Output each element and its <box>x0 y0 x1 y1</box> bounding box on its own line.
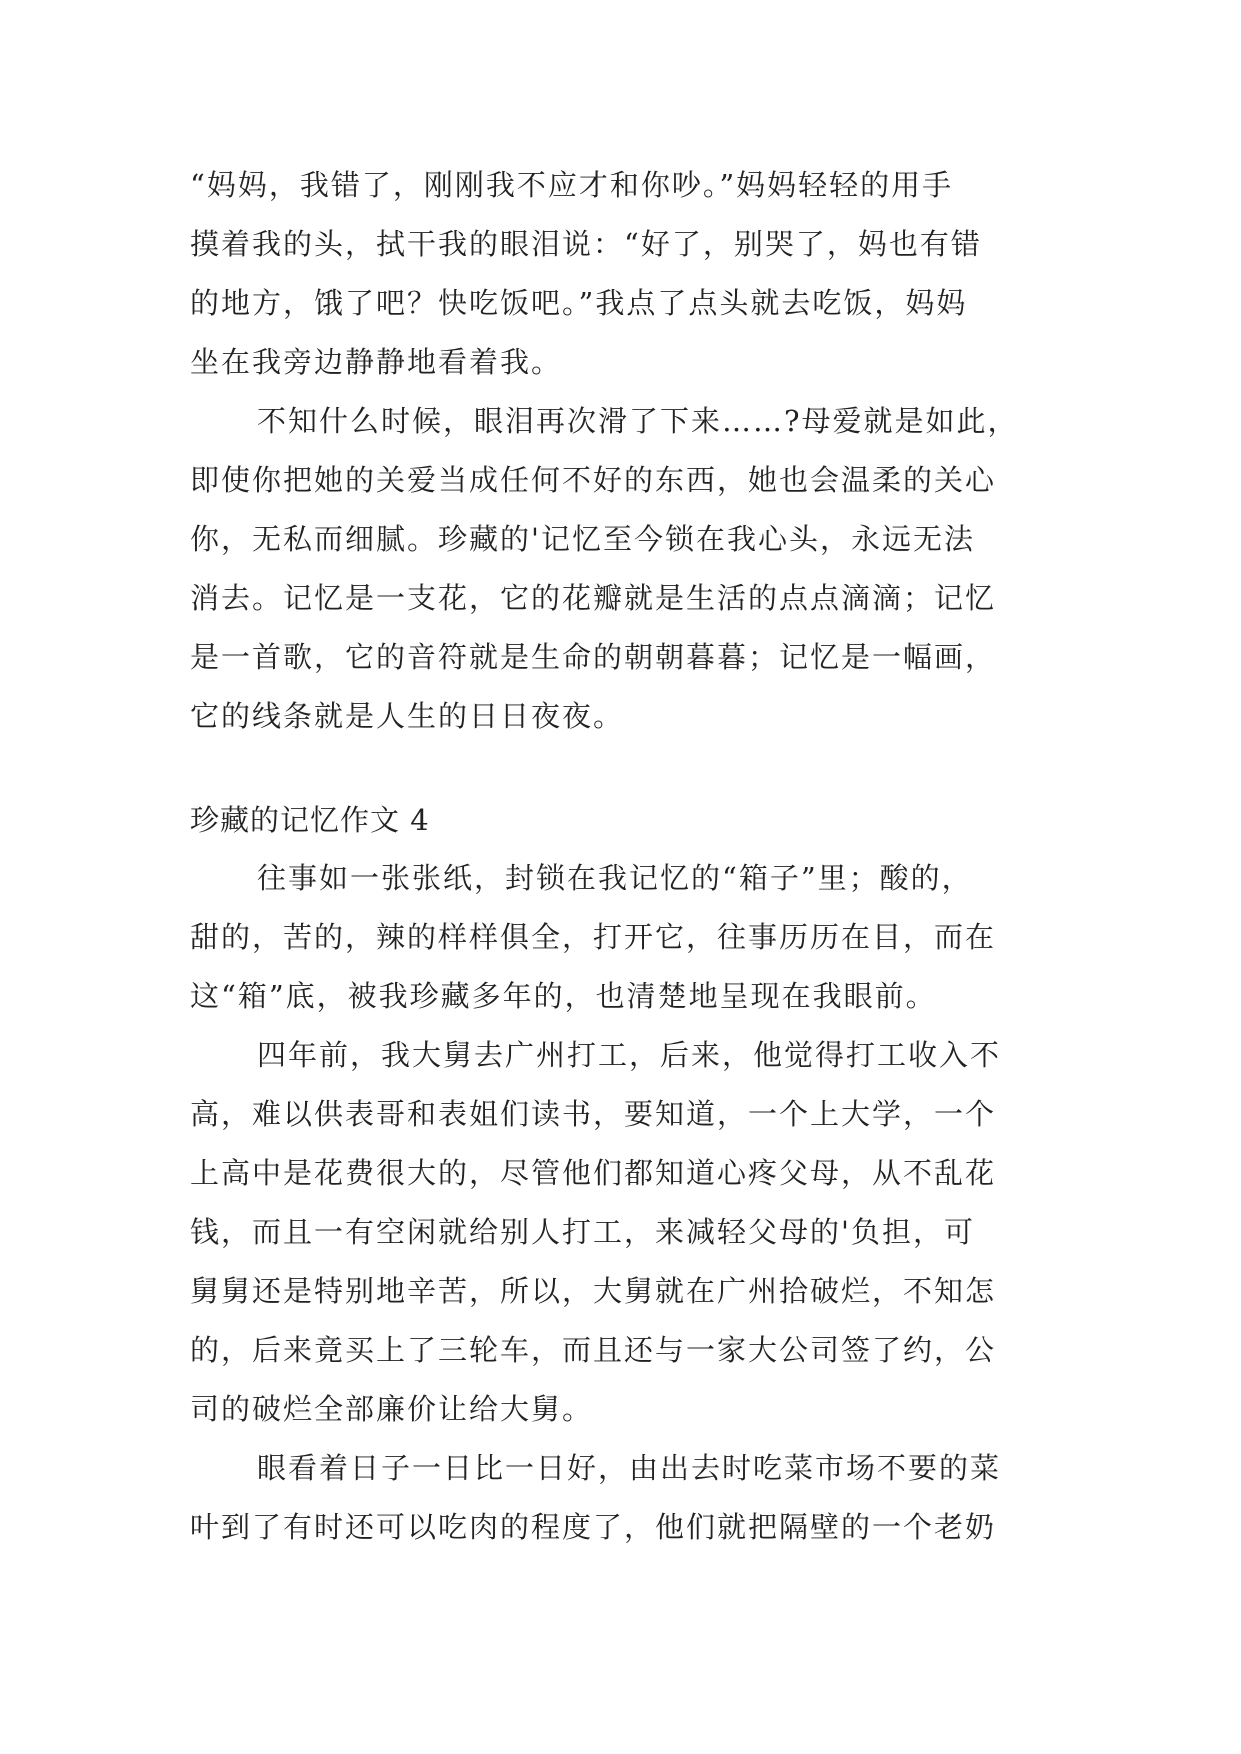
paragraph-4-line-6: 的，后来竟买上了三轮车，而且还与一家大公司签了约，公 <box>190 1333 997 1367</box>
paragraph-4-line-4: 钱，而且一有空闲就给别人打工，来减轻父母的'负担，可 <box>190 1215 975 1249</box>
paragraph-3-line-1: 往事如一张张纸，封锁在我记忆的“箱子”里；酸的， <box>257 861 973 895</box>
paragraph-5-line-1: 眼看着日子一日比一日好，由出去时吃菜市场不要的菜 <box>257 1451 1002 1485</box>
paragraph-4-line-7: 司的破烂全部廉价让给大舅。 <box>190 1392 594 1426</box>
paragraph-2-line-5: 是一首歌，它的音符就是生命的朝朝暮暮；记忆是一幅画， <box>190 640 997 674</box>
paragraph-2-line-3: 你，无私而细腻。珍藏的'记忆至今锁在我心头，永远无法 <box>190 522 975 556</box>
paragraph-2-line-6: 它的线条就是人生的日日夜夜。 <box>190 699 625 733</box>
paragraph-1-line-3: 的地方，饿了吧？快吃饭吧。”我点了点头就去吃饭，妈妈 <box>190 286 968 320</box>
paragraph-1-line-1: “妈妈，我错了，刚刚我不应才和你吵。”妈妈轻轻的用手 <box>190 168 954 202</box>
paragraph-4-line-3: 上高中是花费很大的，尽管他们都知道心疼父母，从不乱花 <box>190 1156 997 1190</box>
paragraph-3-line-2: 甜的，苦的，辣的样样俱全，打开它，往事历历在目，而在 <box>190 920 997 954</box>
paragraph-4-line-2: 高，难以供表哥和表姐们读书，要知道，一个上大学，一个 <box>190 1097 997 1131</box>
paragraph-2-line-1: 不知什么时候，眼泪再次滑了下来……?母爱就是如此， <box>257 404 1019 438</box>
paragraph-1-line-2: 摸着我的头，拭干我的眼泪说：“好了，别哭了，妈也有错 <box>190 227 982 261</box>
paragraph-4-line-1: 四年前，我大舅去广州打工，后来，他觉得打工收入不 <box>257 1038 1002 1072</box>
paragraph-2-line-4: 消去。记忆是一支花，它的花瓣就是生活的点点滴滴；记忆 <box>190 581 997 615</box>
section-title: 珍藏的记忆作文 4 <box>190 803 430 837</box>
paragraph-5-line-2: 叶到了有时还可以吃肉的程度了，他们就把隔壁的一个老奶 <box>190 1510 997 1544</box>
paragraph-3-line-3: 这“箱”底，被我珍藏多年的，也清楚地呈现在我眼前。 <box>190 979 937 1013</box>
paragraph-1-line-4: 坐在我旁边静静地看着我。 <box>190 345 563 379</box>
paragraph-2-line-2: 即使你把她的关爱当成任何不好的东西，她也会温柔的关心 <box>190 463 997 497</box>
paragraph-4-line-5: 舅舅还是特别地辛苦，所以，大舅就在广州拾破烂，不知怎 <box>190 1274 997 1308</box>
